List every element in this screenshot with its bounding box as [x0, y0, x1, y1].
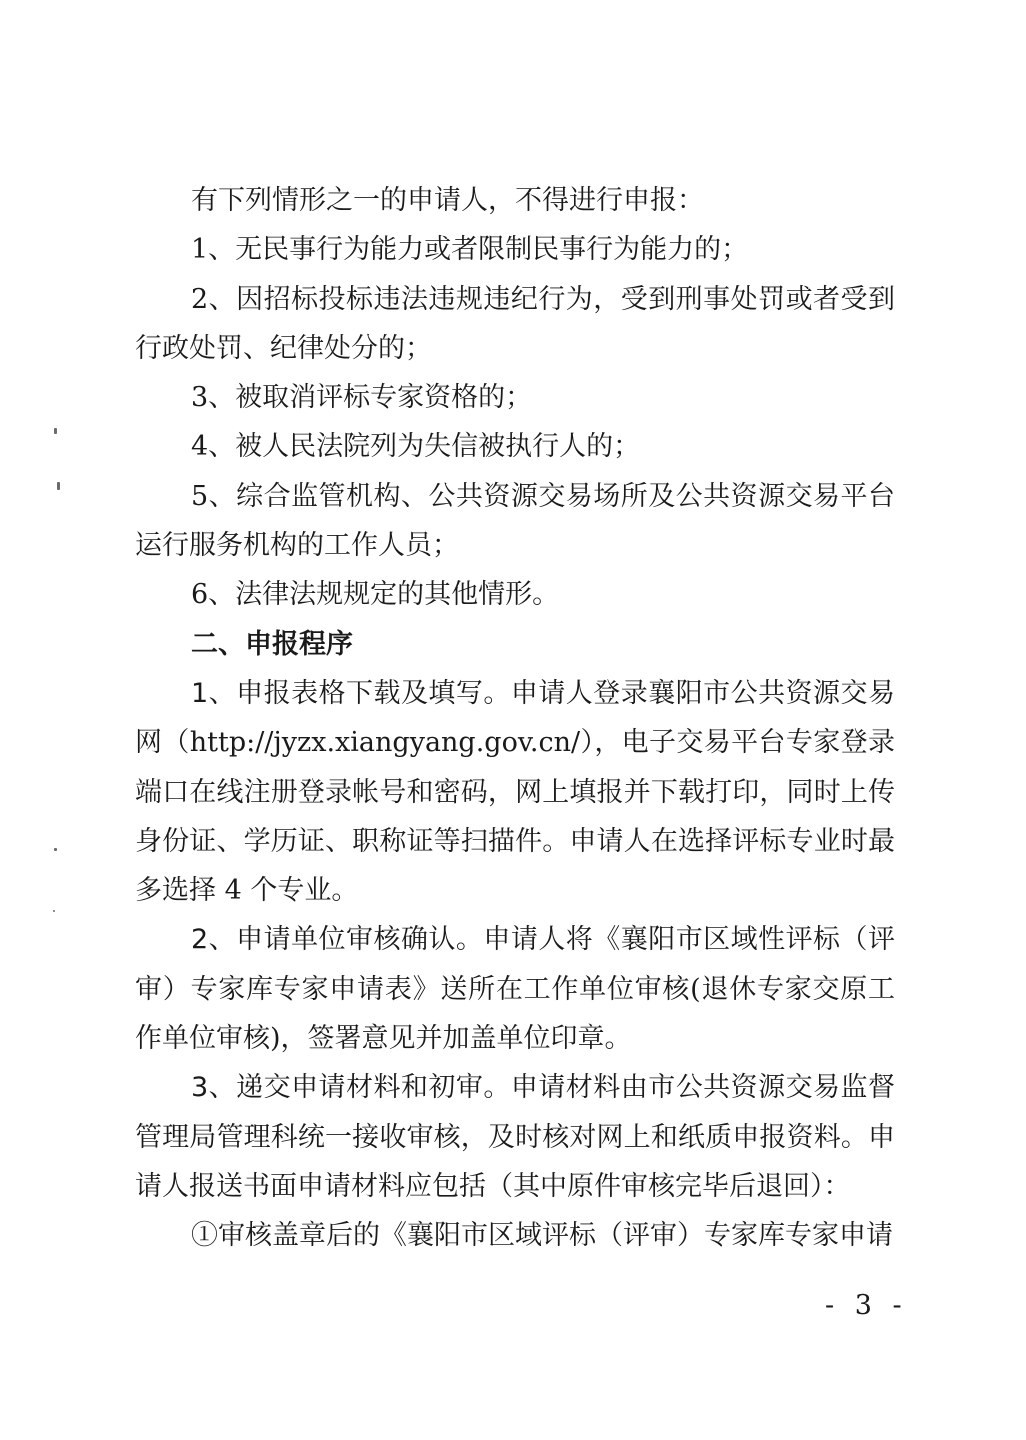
step-body-1: 申请人登录襄阳市公共资源交易网（http://jyzx.xiangyang.gov.cn/），电子交易平台专家登录端口在线注册登录帐号和密码，网上填报并下载打印，同时上传身份证、学历证、职称证等扫描件。申请人在选择评标专业时最多选择 4 个专业。 — [135, 677, 896, 907]
material-item-1: ①审核盖章后的《襄阳市区域评标（评审）专家库专家申请 — [191, 1220, 893, 1252]
step-lead-2: 2、申请单位审核确认。 — [191, 924, 484, 956]
section-heading: 二、申报程序 — [191, 628, 353, 660]
scan-speck — [54, 848, 57, 851]
condition-item-2: 2、因招标投标违法违规违纪行为，受到刑事处罚或者受到行政处罚、纪律处分的； — [135, 283, 895, 364]
intro-paragraph: 有下列情形之一的申请人，不得进行申报： — [191, 185, 704, 216]
condition-item-5: 5、综合监管机构、公共资源交易场所及公共资源交易平台运行服务机构的工作人员； — [135, 480, 895, 562]
scan-speck — [57, 482, 60, 490]
scan-speck — [54, 428, 57, 434]
condition-item-1: 1、无民事行为能力或者限制民事行为能力的； — [191, 234, 749, 266]
step-paragraph-3 — [135, 1063, 895, 1211]
step-lead-3: 3、递交申请材料和初审。 — [191, 1072, 511, 1104]
condition-item-6: 6、法律法规规定的其他情形。 — [191, 579, 560, 611]
page-number: - 3 - — [825, 1290, 908, 1321]
step-body-3: 申请材料由市公共资源交易监督管理局管理科统一接收审核，及时核对网上和纸质申报资料。申请人报送书面申请材料应包括（其中原件审核完毕后退回）： — [135, 1072, 896, 1202]
condition-item-4: 4、被人民法院列为失信被执行人的； — [191, 431, 641, 463]
step-body-2: 申请人将《襄阳市区域性评标（评审）专家库专家申请表》送所在工作单位审核(退休专家交原工作单位审核)，签署意见并加盖单位印章。 — [135, 924, 896, 1055]
step-lead-1: 1、申报表格下载及填写。 — [191, 677, 511, 709]
scan-speck — [53, 910, 55, 912]
document-body — [135, 176, 895, 1261]
step-paragraph-1 — [135, 669, 895, 915]
step-paragraph-2 — [135, 915, 895, 1063]
condition-item-3: 3、被取消评标专家资格的； — [191, 382, 533, 414]
